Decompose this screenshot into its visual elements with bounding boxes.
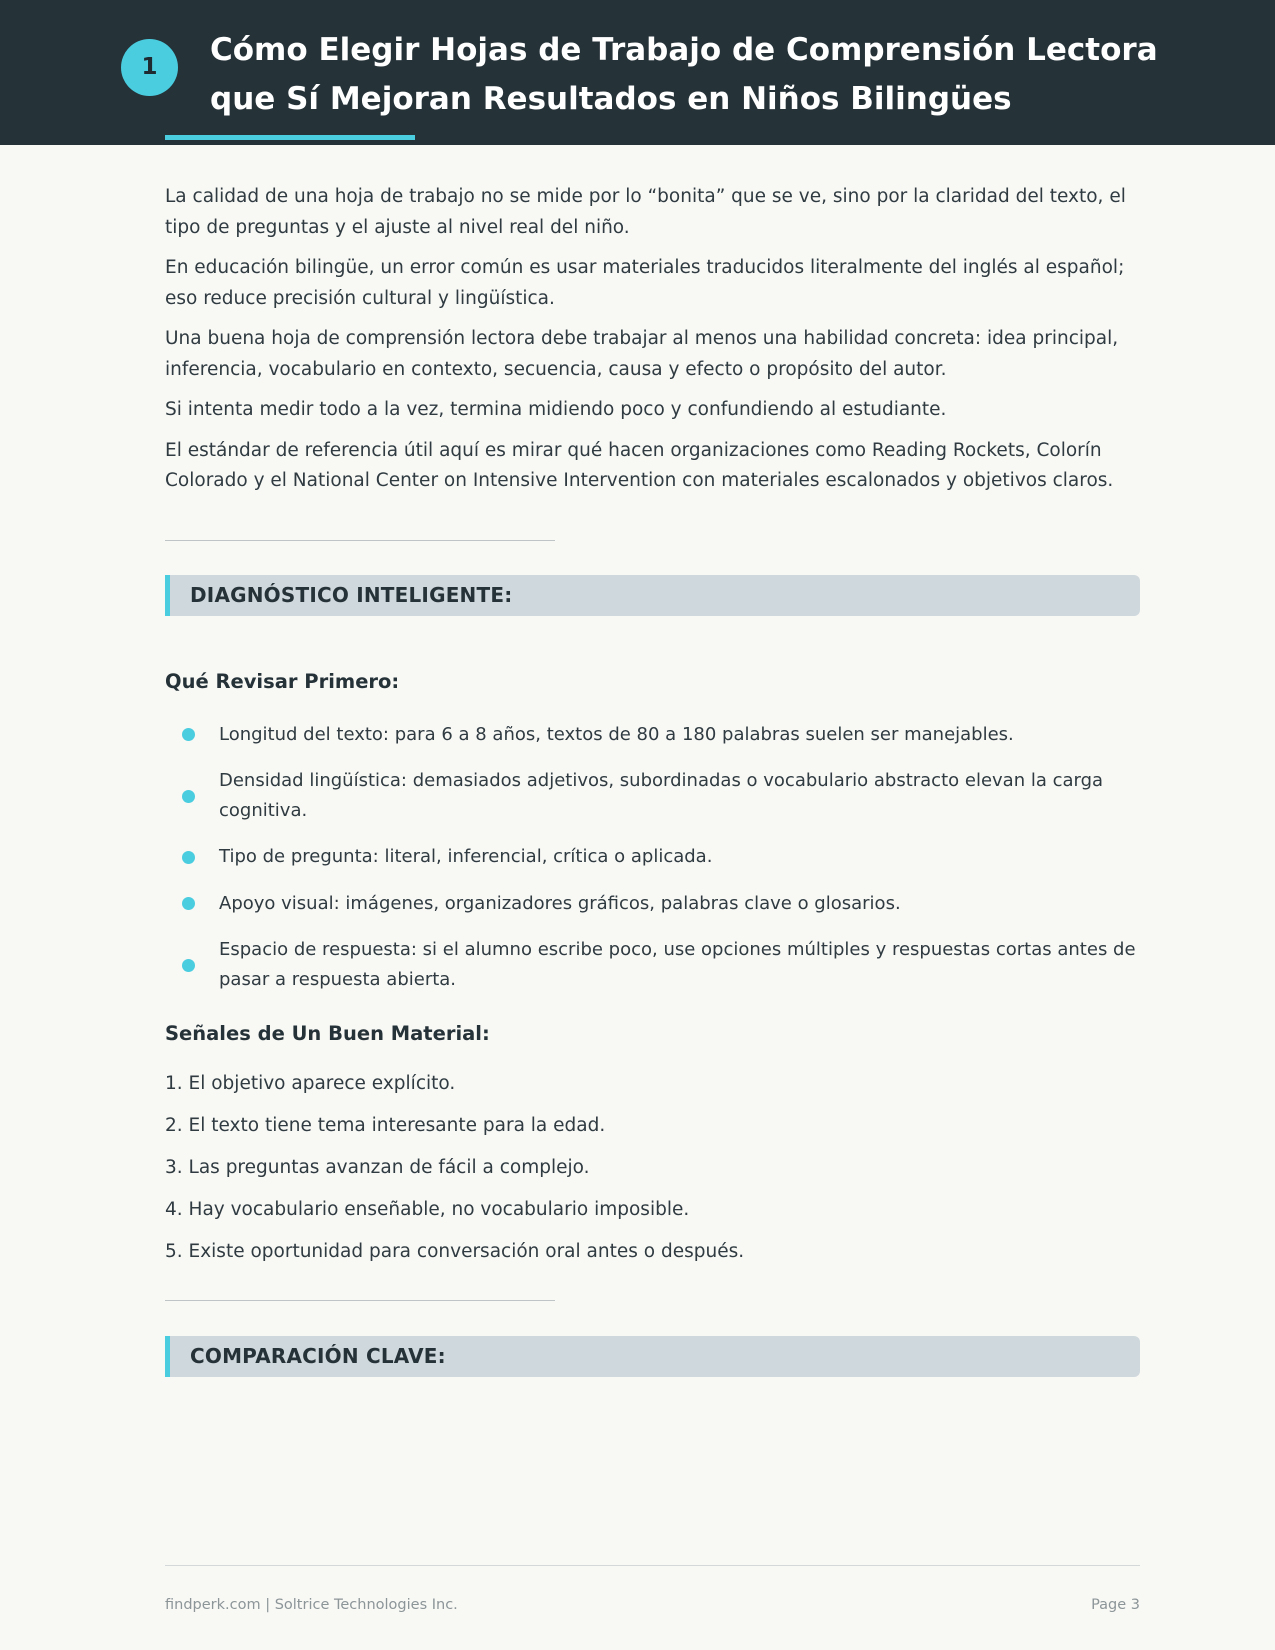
list-item: 2. El texto tiene tema interesante para la edad. xyxy=(165,1115,606,1136)
section-divider xyxy=(165,540,555,541)
list-item: Tipo de pregunta: literal, inferencial, crítica o aplicada. xyxy=(165,842,1140,872)
list-item: Longitud del texto: para 6 a 8 años, textos de 80 a 180 palabras suelen ser manejables. xyxy=(165,720,1140,750)
bullet-dot-icon xyxy=(182,728,195,741)
bullet-dot-icon xyxy=(182,959,195,972)
page-number: Page 3 xyxy=(1091,1597,1140,1613)
bullet-dot-icon xyxy=(182,851,195,864)
main-content xyxy=(165,182,1140,1377)
intro-paragraph: El estándar de referencia útil aquí es mirar qué hacen organizaciones como Reading Rockets, Colorín Colorado y el National Center on Intensive Intervention con materiales escalonados y objetivos claros. xyxy=(165,439,1114,491)
list-item: Densidad lingüística: demasiados adjetivos, subordinadas o vocabulario abstracto elevan la carga cognitiva. xyxy=(165,766,1140,825)
footer-divider xyxy=(165,1565,1140,1566)
intro-paragraph: La calidad de una hoja de trabajo no se mide por lo “bonita” que se ve, sino por la claridad del texto, el tipo de preguntas y el ajuste al nivel real del niño. xyxy=(165,186,1126,238)
section-divider xyxy=(165,1300,555,1301)
page-header xyxy=(0,0,1275,145)
page-title: Cómo Elegir Hojas de Trabajo de Comprensión Lectora que Sí Mejoran Resultados en Niños Bilingües xyxy=(210,32,1158,117)
bullet-dot-icon xyxy=(182,790,195,803)
list-item: 1. El objetivo aparece explícito. xyxy=(165,1073,456,1094)
list-item: 3. Las preguntas avanzan de fácil a complejo. xyxy=(165,1157,590,1178)
chapter-number-badge: 1 xyxy=(121,39,178,96)
numbered-list xyxy=(165,1069,1140,1267)
intro-paragraph: Una buena hoja de comprensión lectora debe trabajar al menos una habilidad concreta: idea principal, inferencia, vocabulario en contexto, secuencia, causa y efecto o propósito del autor. xyxy=(165,328,1119,380)
subheading-que-revisar: Qué Revisar Primero: xyxy=(165,669,400,693)
list-item: 5. Existe oportunidad para conversación oral antes o después. xyxy=(165,1241,745,1262)
title-underline xyxy=(165,135,415,140)
intro-paragraph: En educación bilingüe, un error común es usar materiales traducidos literalmente del inglés al español; eso reduce precisión cultural y lingüística. xyxy=(165,257,1125,309)
footer-source: findperk.com | Soltrice Technologies Inc. xyxy=(165,1597,458,1613)
subheading-senales: Señales de Un Buen Material: xyxy=(165,1022,490,1045)
section-title: DIAGNÓSTICO INTELIGENTE: xyxy=(190,582,513,607)
bullet-dot-icon xyxy=(182,897,195,910)
list-item: Apoyo visual: imágenes, organizadores gráficos, palabras clave o glosarios. xyxy=(165,889,1140,919)
section-title: COMPARACIÓN CLAVE: xyxy=(190,1344,446,1368)
list-item: 4. Hay vocabulario enseñable, no vocabulario imposible. xyxy=(165,1199,690,1220)
checklist-bullets xyxy=(165,720,1140,995)
intro-section xyxy=(165,182,1140,497)
section-header-diagnostico xyxy=(165,575,1140,616)
list-item: Espacio de respuesta: si el alumno escribe poco, use opciones múltiples y respuestas cortas antes de pasar a respuesta abierta. xyxy=(165,935,1140,994)
section-header-comparacion xyxy=(165,1336,1140,1377)
intro-paragraph: Si intenta medir todo a la vez, termina midiendo poco y confundiendo al estudiante. xyxy=(165,399,947,420)
